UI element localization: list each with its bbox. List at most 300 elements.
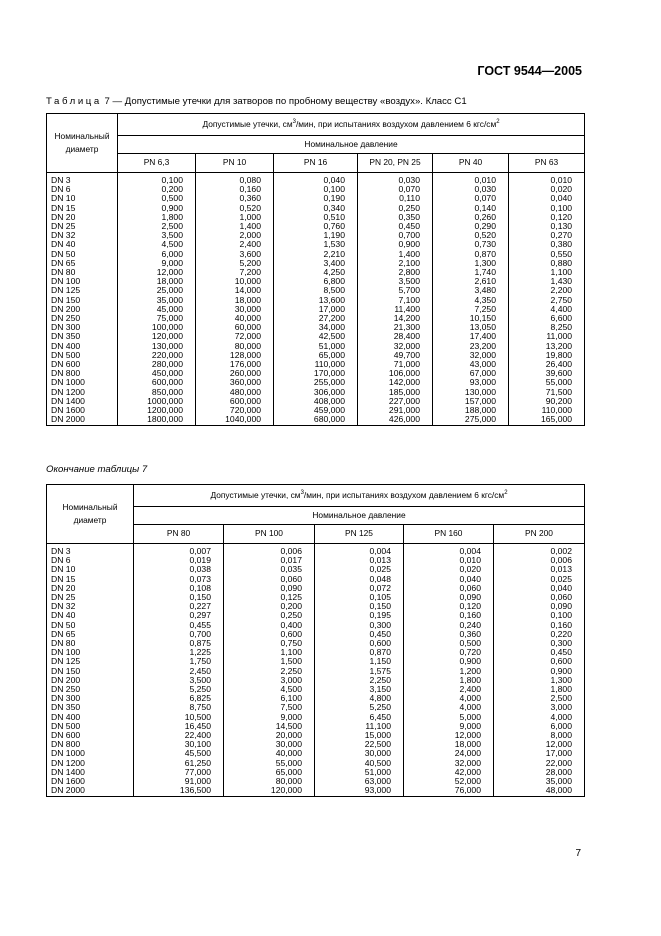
leakage-value-cell: 165,000 (509, 415, 585, 426)
leakage-value-cell: 30,000 (315, 749, 404, 758)
nominal-diameter-cell: DN 150 (47, 667, 134, 676)
leakage-value-cell: 18,000 (196, 296, 274, 305)
leakage-value-cell: 4,000 (494, 713, 585, 722)
leakage-value-cell: 0,340 (274, 204, 358, 213)
nominal-diameter-cell: DN 125 (47, 286, 118, 295)
nominal-diameter-cell: DN 25 (47, 222, 118, 231)
leakage-value-cell: 0,520 (196, 204, 274, 213)
leakage-value-cell: 28,000 (494, 768, 585, 777)
leakage-value-cell: 0,380 (509, 240, 585, 249)
leakage-value-cell: 5,700 (358, 286, 433, 295)
leakage-value-cell: 0,300 (494, 639, 585, 648)
table-row (47, 250, 585, 259)
leakage-value-cell: 0,040 (274, 173, 358, 186)
leakage-value-cell: 0,010 (509, 173, 585, 186)
leakage-value-cell: 2,250 (224, 667, 315, 676)
leakage-value-cell: 9,000 (224, 713, 315, 722)
leakage-value-cell: 255,000 (274, 378, 358, 387)
leakage-value-cell: 71,500 (509, 388, 585, 397)
leakage-value-cell: 0,125 (224, 593, 315, 602)
leakage-value-cell: 0,110 (358, 194, 433, 203)
table-2-leakage-c1-end (46, 484, 585, 797)
leakage-value-cell: 0,290 (433, 222, 509, 231)
leakage-value-cell: 13,050 (433, 323, 509, 332)
leakage-value-cell: 1,530 (274, 240, 358, 249)
leakage-value-cell: 32,000 (404, 759, 494, 768)
nominal-diameter-cell: DN 15 (47, 204, 118, 213)
table-row (47, 277, 585, 286)
leakage-value-cell: 39,600 (509, 369, 585, 378)
leakage-value-cell: 7,100 (358, 296, 433, 305)
leakage-value-cell: 0,100 (494, 611, 585, 620)
leakage-value-cell: 0,017 (224, 556, 315, 565)
table-row (47, 240, 585, 249)
table-row (47, 630, 585, 639)
leakage-value-cell: 18,000 (404, 740, 494, 749)
leakage-value-cell: 0,020 (404, 565, 494, 574)
table-1-caption-word: Таблица (46, 96, 102, 107)
leakage-value-cell: 0,060 (224, 575, 315, 584)
nominal-diameter-cell: DN 1400 (47, 768, 134, 777)
leakage-value-cell: 0,019 (134, 556, 224, 565)
leakage-value-cell: 0,004 (315, 544, 404, 557)
nominal-diameter-cell: DN 1600 (47, 777, 134, 786)
leakage-value-cell: 7,500 (224, 703, 315, 712)
leakage-value-cell: 0,073 (134, 575, 224, 584)
nominal-diameter-cell: DN 1000 (47, 749, 134, 758)
leakage-value-cell: 0,038 (134, 565, 224, 574)
pressure-class-header: PN 10 (196, 154, 274, 173)
leakage-value-cell: 0,350 (358, 213, 433, 222)
leakage-value-cell: 0,025 (494, 575, 585, 584)
pressure-class-header-row (47, 154, 585, 173)
leakage-value-cell: 76,000 (404, 786, 494, 797)
leakage-value-cell: 2,400 (196, 240, 274, 249)
table-row (47, 777, 585, 786)
leakage-value-cell: 32,000 (358, 342, 433, 351)
leakage-value-cell: 3,500 (134, 676, 224, 685)
leakage-value-cell: 4,500 (224, 685, 315, 694)
leakage-value-cell: 120,000 (118, 332, 196, 341)
nominal-diameter-cell: DN 150 (47, 296, 118, 305)
leakage-value-cell: 130,000 (433, 388, 509, 397)
leakage-value-cell: 25,000 (118, 286, 196, 295)
nominal-diameter-cell: DN 32 (47, 231, 118, 240)
leakage-value-cell: 0,600 (224, 630, 315, 639)
leakage-value-cell: 0,035 (224, 565, 315, 574)
leakage-value-cell: 1000,000 (118, 397, 196, 406)
leakage-value-cell: 6,825 (134, 694, 224, 703)
leakage-header-text-2: /мин, при испытаниях воздухом давлением 6 кгс/см (295, 118, 497, 129)
leakage-value-cell: 2,200 (509, 286, 585, 295)
leakage-value-cell: 8,500 (274, 286, 358, 295)
leakage-value-cell: 2,210 (274, 250, 358, 259)
leakage-value-cell: 65,000 (224, 768, 315, 777)
nominal-diameter-cell: DN 10 (47, 194, 118, 203)
leakage-value-cell: 12,000 (404, 731, 494, 740)
nominal-diameter-cell: DN 800 (47, 369, 118, 378)
leakage-value-cell: 30,100 (134, 740, 224, 749)
leakage-value-cell: 0,100 (118, 173, 196, 186)
leakage-value-cell: 0,360 (196, 194, 274, 203)
table-2-body (47, 544, 585, 797)
leakage-value-cell: 1040,000 (196, 415, 274, 426)
leakage-value-cell: 49,700 (358, 351, 433, 360)
table-row (47, 584, 585, 593)
leakage-value-cell: 2,400 (404, 685, 494, 694)
leakage-value-cell: 45,500 (134, 749, 224, 758)
leakage-value-cell: 1,150 (315, 657, 404, 666)
leakage-value-cell: 0,600 (494, 657, 585, 666)
leakage-value-cell: 42,000 (404, 768, 494, 777)
leakage-value-cell: 1,225 (134, 648, 224, 657)
leakage-value-cell: 2,100 (358, 259, 433, 268)
leakage-value-cell: 2,750 (509, 296, 585, 305)
leakage-value-cell: 19,800 (509, 351, 585, 360)
nominal-diameter-cell: DN 300 (47, 694, 134, 703)
leakage-value-cell: 0,013 (315, 556, 404, 565)
leakage-value-cell: 7,200 (196, 268, 274, 277)
leakage-value-cell: 220,000 (118, 351, 196, 360)
leakage-value-cell: 45,000 (118, 305, 196, 314)
leakage-value-cell: 188,000 (433, 406, 509, 415)
nominal-diameter-cell: DN 500 (47, 351, 118, 360)
pressure-class-header: PN 6,3 (118, 154, 196, 173)
leakage-value-cell: 3,000 (494, 703, 585, 712)
leakage-value-cell: 0,455 (134, 621, 224, 630)
leakage-value-cell: 0,160 (196, 185, 274, 194)
nominal-diameter-cell: DN 100 (47, 277, 118, 286)
leakage-value-cell: 27,200 (274, 314, 358, 323)
leakage-value-cell: 16,450 (134, 722, 224, 731)
table-row (47, 296, 585, 305)
nominal-diameter-cell: DN 200 (47, 305, 118, 314)
leakage-value-cell: 1,300 (433, 259, 509, 268)
table-row (47, 213, 585, 222)
leakage-value-cell: 120,000 (224, 786, 315, 797)
table-row (47, 185, 585, 194)
leakage-value-cell: 12,000 (118, 268, 196, 277)
leakage-value-cell: 17,000 (494, 749, 585, 758)
leakage-value-cell: 0,240 (404, 621, 494, 630)
nominal-diameter-cell: DN 2000 (47, 786, 134, 797)
leakage-value-cell: 136,500 (134, 786, 224, 797)
table-row (47, 194, 585, 203)
leakage-value-cell: 3,500 (118, 231, 196, 240)
leakage-value-cell: 72,000 (196, 332, 274, 341)
pressure-class-header: PN 16 (274, 154, 358, 173)
pressure-class-header: PN 40 (433, 154, 509, 173)
leakage-value-cell: 14,500 (224, 722, 315, 731)
nominal-diameter-cell: DN 32 (47, 602, 134, 611)
leakage-value-cell: 0,900 (118, 204, 196, 213)
table-row (47, 268, 585, 277)
nominal-diameter-cell: DN 50 (47, 621, 134, 630)
nominal-diameter-cell: DN 10 (47, 565, 134, 574)
leakage-value-cell: 63,000 (315, 777, 404, 786)
leakage-value-cell: 0,013 (494, 565, 585, 574)
leakage-value-cell: 40,000 (196, 314, 274, 323)
leakage-value-cell: 40,500 (315, 759, 404, 768)
pressure-class-header: PN 100 (224, 525, 315, 544)
leakage-value-cell: 0,100 (274, 185, 358, 194)
leakage-value-cell: 42,500 (274, 332, 358, 341)
leakage-value-cell: 2,800 (358, 268, 433, 277)
leakage-value-cell: 0,006 (224, 544, 315, 557)
nominal-diameter-cell: DN 3 (47, 544, 134, 557)
table-row (47, 415, 585, 426)
leakage-value-cell: 0,870 (433, 250, 509, 259)
leakage-value-cell: 34,000 (274, 323, 358, 332)
leakage-value-cell: 0,900 (494, 667, 585, 676)
leakage-value-cell: 22,500 (315, 740, 404, 749)
leakage-value-cell: 450,000 (118, 369, 196, 378)
leakage-value-cell: 0,300 (315, 621, 404, 630)
leakage-value-cell: 80,000 (224, 777, 315, 786)
leakage-value-cell: 110,000 (274, 360, 358, 369)
leakage-value-cell: 10,000 (196, 277, 274, 286)
table-row (47, 342, 585, 351)
leakage-value-cell: 480,000 (196, 388, 274, 397)
leakage-value-cell: 0,080 (196, 173, 274, 186)
leakage-value-cell: 3,500 (358, 277, 433, 286)
table-row (47, 602, 585, 611)
leakage-value-cell: 0,720 (404, 648, 494, 657)
table-row (47, 749, 585, 758)
leakage-value-cell: 55,000 (509, 378, 585, 387)
leakage-value-cell: 0,020 (509, 185, 585, 194)
leakage-value-cell: 0,004 (404, 544, 494, 557)
leakage-value-cell: 6,800 (274, 277, 358, 286)
leakage-value-cell: 11,400 (358, 305, 433, 314)
leakage-value-cell: 0,060 (404, 584, 494, 593)
leakage-header-text: Допустимые утечки, см (210, 489, 301, 500)
leakage-header-text: Допустимые утечки, см (202, 118, 293, 129)
nominal-diameter-cell: DN 1000 (47, 378, 118, 387)
nominal-diameter-cell: DN 350 (47, 332, 118, 341)
leakage-value-cell: 43,000 (433, 360, 509, 369)
leakage-value-cell: 0,140 (433, 204, 509, 213)
leakage-value-cell: 13,600 (274, 296, 358, 305)
table-row (47, 759, 585, 768)
table-row (47, 544, 585, 557)
leakage-value-cell: 1,800 (118, 213, 196, 222)
table-1-leakage-c1 (46, 113, 585, 426)
leakage-value-cell: 1,750 (134, 657, 224, 666)
leakage-value-cell: 28,400 (358, 332, 433, 341)
leakage-value-cell: 0,450 (494, 648, 585, 657)
table-row (47, 740, 585, 749)
leakage-value-cell: 20,000 (224, 731, 315, 740)
leakage-value-cell: 0,090 (224, 584, 315, 593)
nominal-diameter-cell: DN 400 (47, 713, 134, 722)
leakage-value-cell: 2,500 (118, 222, 196, 231)
table-row (47, 667, 585, 676)
leakage-value-cell: 10,500 (134, 713, 224, 722)
leakage-value-cell: 170,000 (274, 369, 358, 378)
leakage-value-cell: 0,600 (315, 639, 404, 648)
leakage-value-cell: 0,250 (358, 204, 433, 213)
leakage-value-cell: 142,000 (358, 378, 433, 387)
leakage-value-cell: 1,190 (274, 231, 358, 240)
leakage-value-cell: 0,750 (224, 639, 315, 648)
leakage-value-cell: 5,200 (196, 259, 274, 268)
leakage-value-cell: 1,300 (494, 676, 585, 685)
leakage-value-cell: 0,880 (509, 259, 585, 268)
leakage-value-cell: 0,360 (404, 630, 494, 639)
leakage-value-cell: 0,270 (509, 231, 585, 240)
leakage-value-cell: 75,000 (118, 314, 196, 323)
leakage-value-cell: 157,000 (433, 397, 509, 406)
table-row (47, 593, 585, 602)
table-1-caption (46, 96, 467, 107)
leakage-value-cell: 185,000 (358, 388, 433, 397)
nominal-diameter-cell: DN 15 (47, 575, 134, 584)
leakage-value-cell: 110,000 (509, 406, 585, 415)
leakage-value-cell: 1800,000 (118, 415, 196, 426)
nominal-diameter-cell: DN 80 (47, 268, 118, 277)
leakage-value-cell: 0,025 (315, 565, 404, 574)
leakage-value-cell: 51,000 (274, 342, 358, 351)
leakage-value-cell: 52,000 (404, 777, 494, 786)
pressure-class-header: PN 20, PN 25 (358, 154, 433, 173)
leakage-value-cell: 0,010 (404, 556, 494, 565)
leakage-value-cell: 0,260 (433, 213, 509, 222)
leakage-header-superscript: 3 (300, 490, 304, 497)
leakage-value-cell: 426,000 (358, 415, 433, 426)
nominal-diameter-cell: DN 25 (47, 593, 134, 602)
leakage-value-cell: 18,000 (118, 277, 196, 286)
leakage-value-cell: 2,610 (433, 277, 509, 286)
leakage-value-cell: 0,105 (315, 593, 404, 602)
nominal-diameter-cell: DN 65 (47, 630, 134, 639)
leakage-value-cell: 40,000 (224, 749, 315, 758)
leakage-value-cell: 1,100 (509, 268, 585, 277)
table-row (47, 575, 585, 584)
leakage-value-cell: 0,190 (274, 194, 358, 203)
leakage-value-cell: 0,550 (509, 250, 585, 259)
nominal-diameter-cell: DN 40 (47, 240, 118, 249)
leakage-value-cell: 360,000 (196, 378, 274, 387)
leakage-value-cell: 1,400 (358, 250, 433, 259)
column-header-nominal-diameter: Номинальный диаметр (47, 485, 134, 544)
leakage-value-cell: 600,000 (118, 378, 196, 387)
leakage-header (134, 485, 585, 507)
table-row (47, 565, 585, 574)
table-1-body (47, 173, 585, 426)
leakage-value-cell: 1,400 (196, 222, 274, 231)
leakage-value-cell: 0,060 (494, 593, 585, 602)
leakage-value-cell: 0,030 (358, 173, 433, 186)
leakage-value-cell: 260,000 (196, 369, 274, 378)
leakage-value-cell: 2,000 (196, 231, 274, 240)
leakage-value-cell: 0,520 (433, 231, 509, 240)
table-row (47, 648, 585, 657)
leakage-value-cell: 0,150 (134, 593, 224, 602)
table-1-caption-text: 7 — Допустимые утечки для затворов по пробному веществу «воздух». Класс С1 (101, 96, 467, 107)
leakage-value-cell: 0,120 (509, 213, 585, 222)
table-row (47, 685, 585, 694)
nominal-diameter-cell: DN 1200 (47, 388, 118, 397)
leakage-value-cell: 9,000 (118, 259, 196, 268)
leakage-value-cell: 6,600 (509, 314, 585, 323)
leakage-value-cell: 5,250 (315, 703, 404, 712)
leakage-value-cell: 55,000 (224, 759, 315, 768)
leakage-value-cell: 0,100 (509, 204, 585, 213)
nominal-diameter-cell: DN 250 (47, 314, 118, 323)
leakage-value-cell: 0,200 (224, 602, 315, 611)
table-row (47, 657, 585, 666)
leakage-value-cell: 17,400 (433, 332, 509, 341)
leakage-value-cell: 65,000 (274, 351, 358, 360)
leakage-value-cell: 4,500 (118, 240, 196, 249)
nominal-diameter-cell: DN 1600 (47, 406, 118, 415)
nominal-diameter-cell: DN 1400 (47, 397, 118, 406)
table-row (47, 305, 585, 314)
leakage-value-cell: 67,000 (433, 369, 509, 378)
leakage-value-cell: 6,000 (494, 722, 585, 731)
nominal-diameter-cell: DN 80 (47, 639, 134, 648)
leakage-value-cell: 128,000 (196, 351, 274, 360)
leakage-value-cell: 0,450 (315, 630, 404, 639)
leakage-value-cell: 35,000 (118, 296, 196, 305)
leakage-value-cell: 0,010 (433, 173, 509, 186)
leakage-value-cell: 0,090 (404, 593, 494, 602)
leakage-value-cell: 1,100 (224, 648, 315, 657)
leakage-value-cell: 1,800 (494, 685, 585, 694)
leakage-value-cell: 77,000 (134, 768, 224, 777)
leakage-value-cell: 0,007 (134, 544, 224, 557)
leakage-value-cell: 0,048 (315, 575, 404, 584)
nominal-diameter-cell: DN 125 (47, 657, 134, 666)
leakage-value-cell: 15,000 (315, 731, 404, 740)
leakage-value-cell: 0,090 (494, 602, 585, 611)
nominal-diameter-cell: DN 350 (47, 703, 134, 712)
nominal-diameter-cell: DN 800 (47, 740, 134, 749)
table-row (47, 703, 585, 712)
leakage-value-cell: 306,000 (274, 388, 358, 397)
leakage-value-cell: 5,250 (134, 685, 224, 694)
leakage-value-cell: 93,000 (433, 378, 509, 387)
leakage-value-cell: 680,000 (274, 415, 358, 426)
leakage-value-cell: 10,150 (433, 314, 509, 323)
leakage-value-cell: 51,000 (315, 768, 404, 777)
leakage-value-cell: 0,760 (274, 222, 358, 231)
leakage-value-cell: 3,150 (315, 685, 404, 694)
leakage-value-cell: 4,350 (433, 296, 509, 305)
nominal-diameter-cell: DN 400 (47, 342, 118, 351)
leakage-value-cell: 2,250 (315, 676, 404, 685)
table-row (47, 173, 585, 186)
leakage-value-cell: 0,250 (224, 611, 315, 620)
leakage-value-cell: 0,900 (404, 657, 494, 666)
leakage-value-cell: 2,500 (494, 694, 585, 703)
nominal-diameter-cell: DN 65 (47, 259, 118, 268)
table-row (47, 731, 585, 740)
leakage-value-cell: 291,000 (358, 406, 433, 415)
leakage-value-cell: 7,250 (433, 305, 509, 314)
table-row (47, 639, 585, 648)
leakage-value-cell: 130,000 (118, 342, 196, 351)
leakage-value-cell: 91,000 (134, 777, 224, 786)
table-row (47, 768, 585, 777)
leakage-value-cell: 80,000 (196, 342, 274, 351)
table-row (47, 611, 585, 620)
leakage-value-cell: 12,000 (494, 740, 585, 749)
leakage-value-cell: 0,120 (404, 602, 494, 611)
nominal-diameter-cell: DN 3 (47, 173, 118, 186)
leakage-value-cell: 6,450 (315, 713, 404, 722)
